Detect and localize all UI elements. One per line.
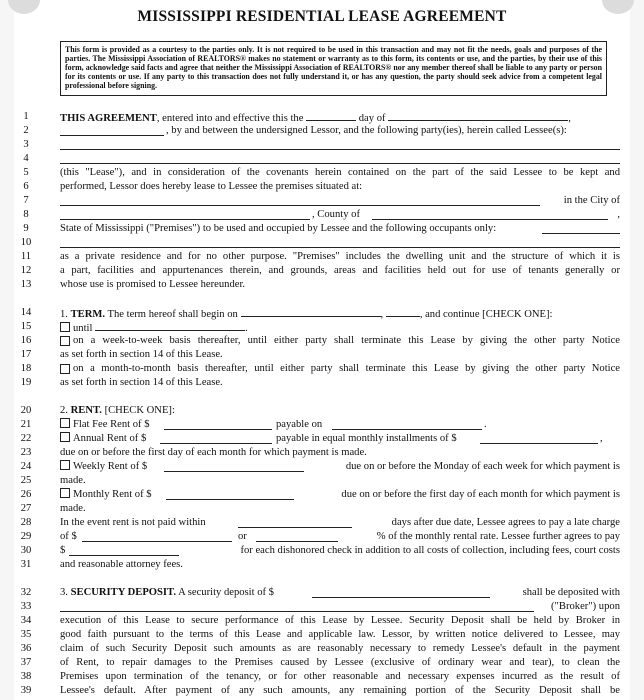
line-1: 1 THIS AGREEMENT, entered into and effective this the day of ,	[14, 110, 620, 124]
flat-fee-amount-field[interactable]	[164, 418, 272, 430]
effective-day-field[interactable]	[306, 110, 356, 121]
line-9: 9 State of Mississippi ("Premises") to be used and occupied by Lessee and the following occupants only:	[14, 222, 620, 236]
late-days-field[interactable]	[238, 516, 352, 528]
late-charge-amount-field[interactable]	[82, 530, 232, 542]
late-charge-percent-field[interactable]	[256, 530, 338, 542]
line-2: 2 , by and between the undersigned Lessor, and the following party(ies), herein called Lessee(s):	[23, 125, 567, 136]
disclaimer-box: This form is provided as a courtesy to the parties only. It is not required to be used in this transaction and may not fit the needs, goals and purposes of the parties. The Mississippi Association of REALTORS® makes no statement or warranty as to this form, its contents or use, and the parties, by their use of this form, acknowledge said facts and agree that neither the Mississippi Association of REALTORS® nor any member thereof shall be liable to any party or person for its contents or use. If any party to this transaction does not fully understand it, or has any question, the party should seek advice from a competent legal professional before signing.	[60, 41, 607, 96]
weekly-rent-amount-field[interactable]	[164, 460, 304, 472]
line-24: 24 Weekly Rent of $ due on or before the Monday of each week for which payment is	[20, 461, 620, 472]
line-28: 28 In the event rent is not paid within days after due date, Lessee agrees to pay a late charge	[20, 517, 620, 528]
effective-month-field[interactable]	[388, 110, 568, 121]
rent-heading: RENT.	[70, 405, 102, 416]
line-23: 23 due on or before the first day of each month for which payment is made.	[20, 447, 367, 458]
occupants-field-1[interactable]	[542, 222, 620, 234]
line-18: 18 on a month-to-month basis thereafter, until either party shall terminate this Lease by giving the other party Notice	[20, 363, 620, 374]
line-16: 16 on a week-to-week basis thereafter, until either party shall terminate this Lease by giving the other party Notice	[20, 335, 620, 346]
line-21: 21 Flat Fee Rent of $ payable on .	[20, 419, 487, 430]
line-3: 3	[14, 138, 620, 152]
line-12: 12 a part, facilities and appurtenances therein, and grounds, areas and facilities held out for use of tenants generally or	[20, 265, 620, 276]
line-6: 6 performed, Lessor does hereby lease to Lessee the premises situated at:	[23, 181, 363, 192]
lessee-names-field-2[interactable]	[60, 152, 620, 164]
monthly-rent-checkbox[interactable]	[60, 488, 70, 498]
city-field[interactable]	[60, 208, 310, 220]
term-start-year-field[interactable]	[386, 306, 420, 317]
line-4: 4	[14, 152, 620, 166]
line-5: 5 (this "Lease"), and in consideration of the covenants herein contained on the part of the said Lessee to be kept and	[23, 167, 620, 178]
line-38: 38 Premises upon termination of the tenancy, or for other reasonable and necessary expenses incurred as the result of	[20, 671, 620, 682]
term-start-date-field[interactable]	[241, 306, 381, 317]
document-title: MISSISSIPPI RESIDENTIAL LEASE AGREEMENT	[137, 8, 507, 25]
line-10: 10	[14, 236, 620, 250]
line-number: 1	[23, 111, 29, 122]
line-30: 30 $ for each dishonored check in addition to all costs of collection, including fees, court costs	[20, 545, 620, 556]
line-32: 32 3. SECURITY DEPOSIT. A security deposit of $ shall be deposited with	[20, 587, 620, 598]
monthly-rent-amount-field[interactable]	[166, 488, 294, 500]
line-36: 36 claim of such Security Deposit such amounts as are reasonably necessary to remedy Lessee's default in the payment	[20, 643, 620, 654]
month-to-month-checkbox[interactable]	[60, 364, 70, 374]
line-22: 22 Annual Rent of $ payable in equal monthly installments of $ ,	[20, 433, 603, 444]
line-34: 34 execution of this Lease to secure performance of this Lease by Lessee. Security Deposit shall be held by Broker in	[20, 615, 620, 626]
premises-address-field[interactable]	[60, 194, 540, 206]
monthly-installment-field[interactable]	[480, 432, 598, 444]
security-deposit-heading: SECURITY DEPOSIT.	[70, 587, 176, 598]
annual-rent-checkbox[interactable]	[60, 432, 70, 442]
week-to-week-checkbox[interactable]	[60, 336, 70, 346]
line-7: 7 in the City of	[23, 195, 620, 206]
line-37: 37 of Rent, to repair damages to the Premises caused by Lessee (exclusive of ordinary wear and tear), to clean the	[20, 657, 620, 668]
term-until-checkbox[interactable]	[60, 322, 70, 332]
line-33: 33 ("Broker") upon	[20, 601, 620, 612]
line-27: 27 made.	[20, 503, 86, 514]
line-31: 31 and reasonable attorney fees.	[20, 559, 183, 570]
year-field[interactable]	[60, 124, 164, 136]
line-14: 14 1. TERM. The term hereof shall begin on , , and continue [CHECK ONE]:	[20, 307, 553, 320]
lease-page	[14, 0, 630, 700]
line-13: 13 whose use is promised to Lessee hereunder.	[20, 279, 246, 290]
term-end-date-field[interactable]	[95, 320, 245, 331]
line-25: 25 made.	[20, 475, 86, 486]
agreement-heading: THIS AGREEMENT	[60, 113, 157, 124]
line-11: 11 as a private residence and for no other purpose. "Premises" includes the dwelling unit and the structure of which it is	[20, 251, 620, 262]
lessee-names-field-1[interactable]	[60, 138, 620, 150]
term-heading: TERM.	[70, 309, 106, 320]
broker-name-field[interactable]	[60, 600, 534, 612]
line-17: 17 as set forth in section 14 of this Lease.	[20, 349, 223, 360]
line-39: 39 Lessee's default. After payment of any such amounts, any remaining portion of the Security Deposit shall be	[20, 685, 620, 696]
line-8: 8 , County of ,	[23, 209, 620, 220]
annual-rent-amount-field[interactable]	[160, 432, 272, 444]
dishonored-check-fee-field[interactable]	[69, 544, 179, 556]
flat-fee-checkbox[interactable]	[60, 418, 70, 428]
county-field[interactable]	[372, 208, 608, 220]
line-35: 35 good faith pursuant to the terms of this Lease and applicable law. Lessor, by written notice delivered to Lessee, may	[20, 629, 620, 640]
occupants-field-2[interactable]	[60, 236, 620, 248]
flat-fee-date-field[interactable]	[332, 418, 482, 430]
line-26: 26 Monthly Rent of $ due on or before the first day of each month for which payment is	[20, 489, 620, 500]
line-15: 15 until .	[20, 321, 248, 334]
line-20: 20 2. RENT. [CHECK ONE]:	[20, 405, 175, 416]
line-29: 29 of $ or % of the monthly rental rate. Lessee further agrees to pay	[20, 531, 620, 542]
line-19: 19 as set forth in section 14 of this Lease.	[20, 377, 223, 388]
weekly-rent-checkbox[interactable]	[60, 460, 70, 470]
security-deposit-amount-field[interactable]	[312, 586, 490, 598]
